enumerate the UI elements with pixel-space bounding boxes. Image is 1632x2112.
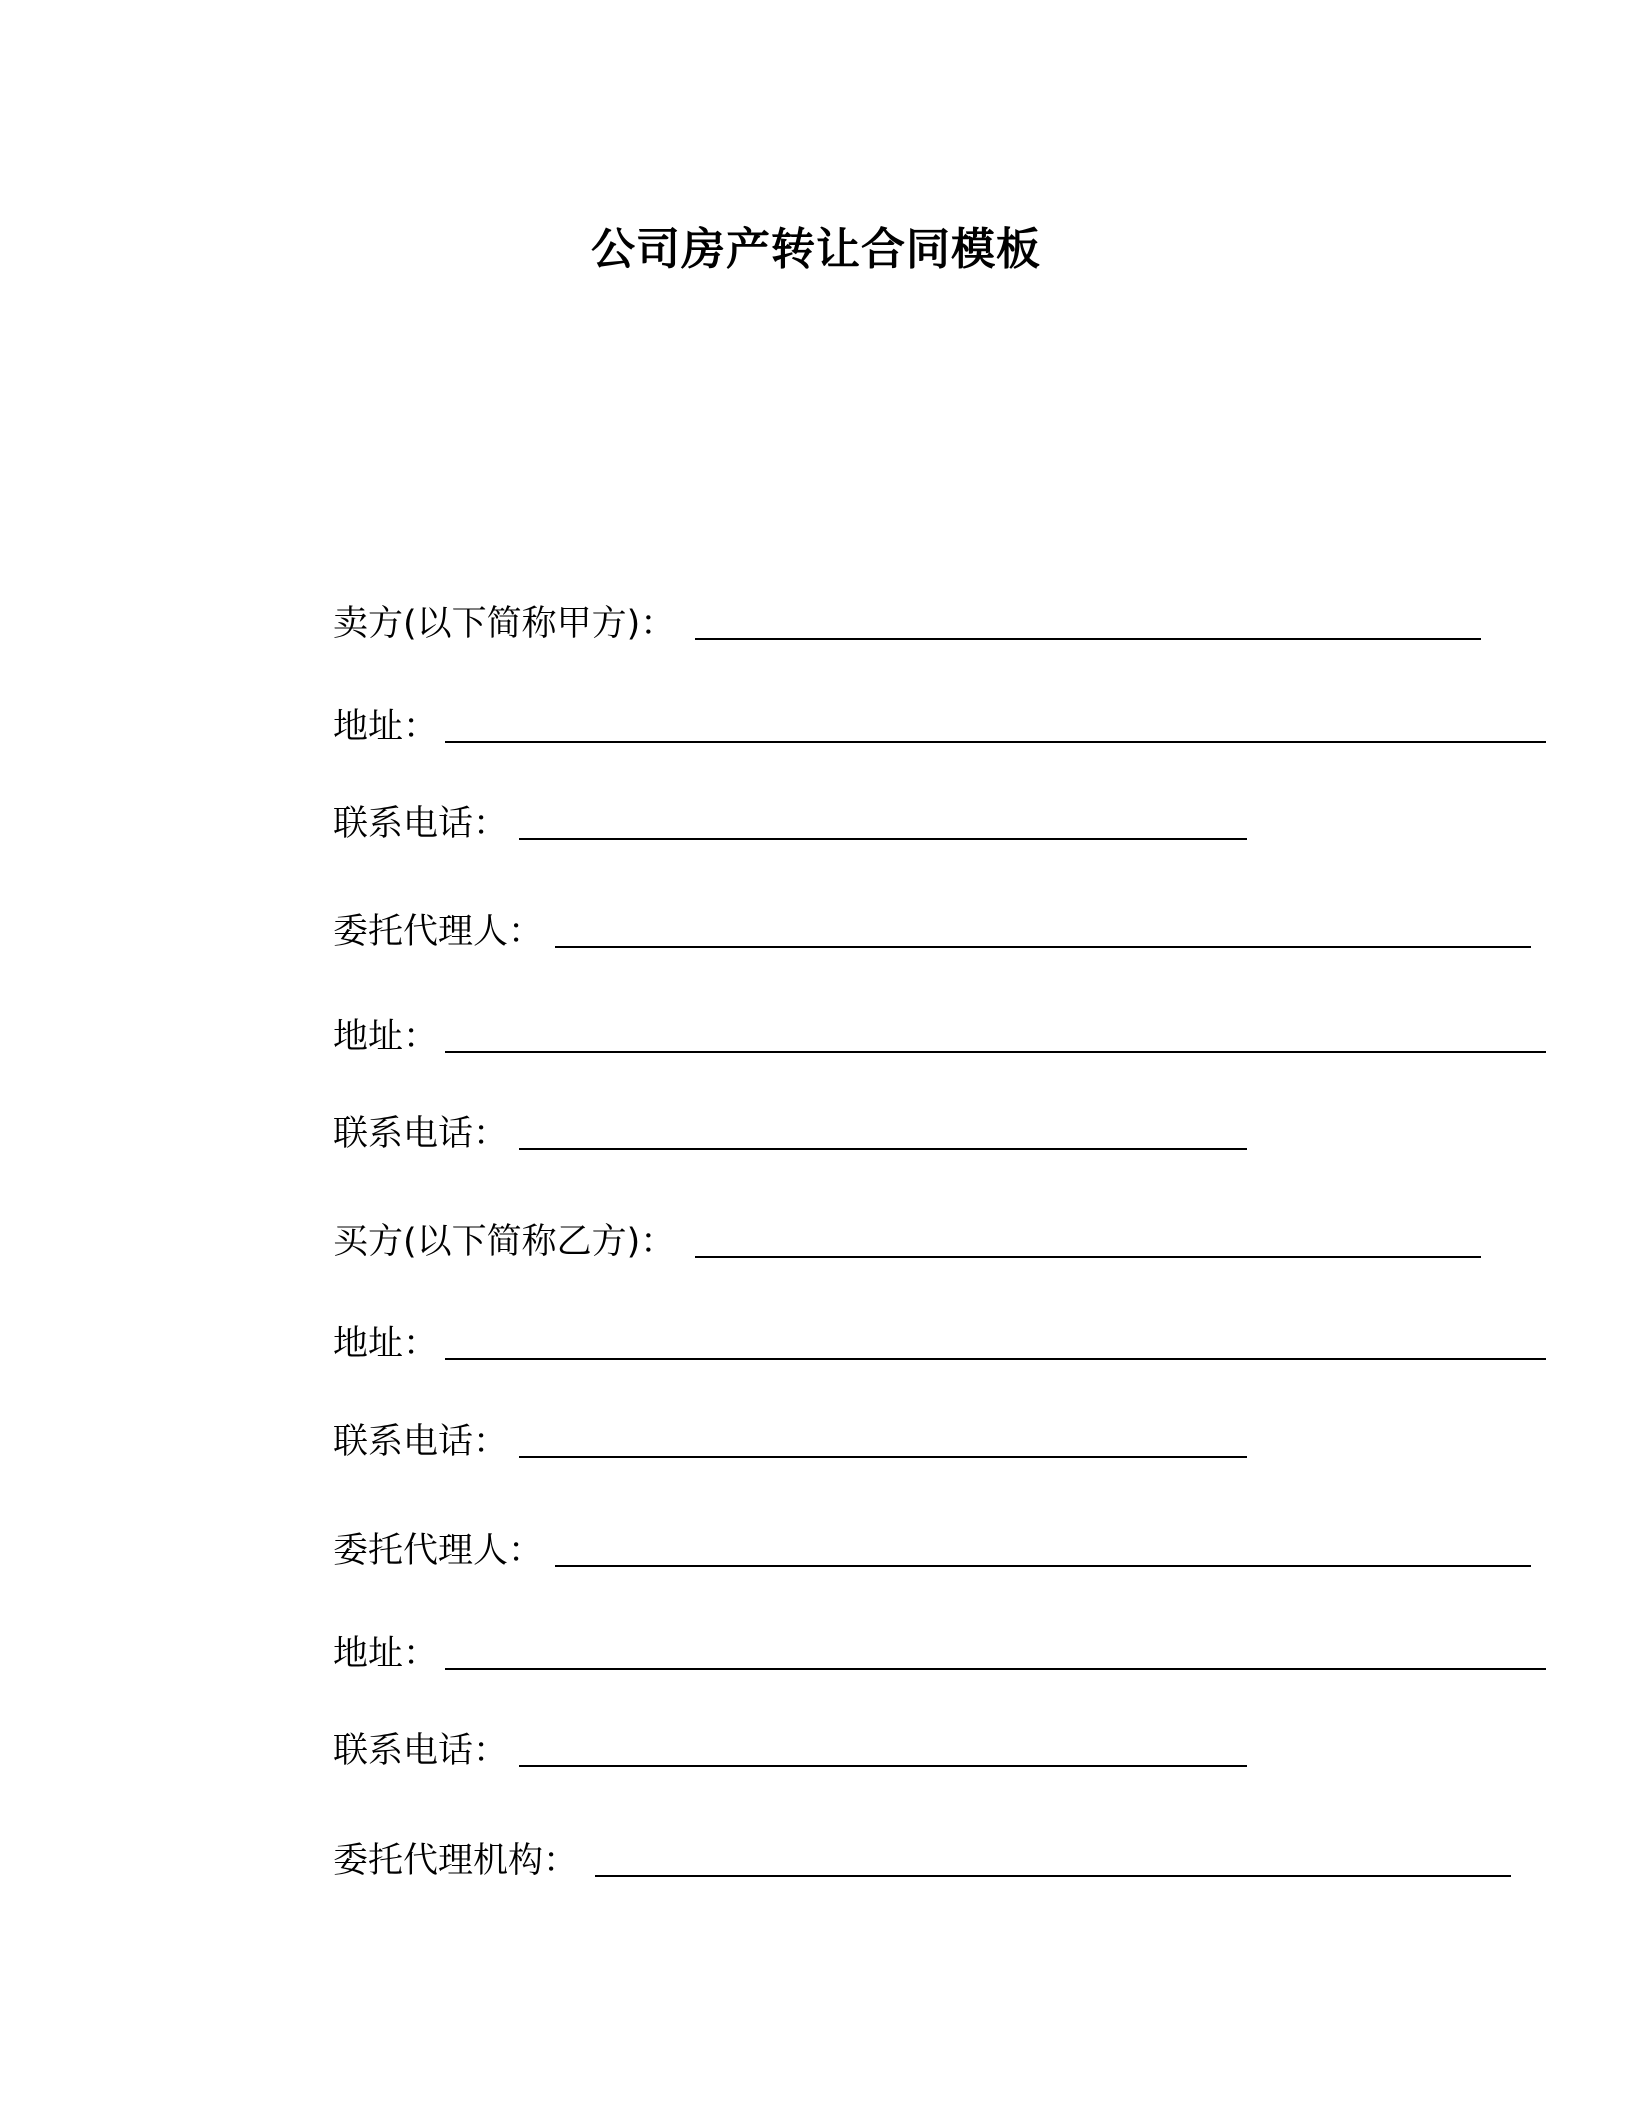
field-label: 委托代理人： <box>333 1531 544 1571</box>
blank-line[interactable] <box>695 638 1481 640</box>
document-title: 公司房产转让合同模板 <box>591 224 1041 275</box>
field-label: 联系电话： <box>333 1114 509 1154</box>
field-label: 委托代理机构： <box>333 1841 579 1881</box>
field-label: 买方(以下简称乙方)： <box>333 1222 676 1262</box>
field-label: 地址： <box>333 707 439 747</box>
field-label: 地址： <box>333 1324 439 1364</box>
field-label: 地址： <box>333 1017 439 1057</box>
blank-line[interactable] <box>695 1256 1481 1258</box>
blank-line[interactable] <box>595 1875 1511 1877</box>
blank-line[interactable] <box>445 1051 1546 1053</box>
field-label: 地址： <box>333 1634 439 1674</box>
field-label: 联系电话： <box>333 804 509 844</box>
field-label: 委托代理人： <box>333 912 544 952</box>
field-label: 联系电话： <box>333 1422 509 1462</box>
blank-line[interactable] <box>445 1668 1546 1670</box>
blank-line[interactable] <box>519 1456 1247 1458</box>
blank-line[interactable] <box>519 1765 1247 1767</box>
blank-line[interactable] <box>445 741 1546 743</box>
field-label: 联系电话： <box>333 1731 509 1771</box>
blank-line[interactable] <box>555 1565 1531 1567</box>
field-label: 卖方(以下简称甲方)： <box>333 604 676 644</box>
blank-line[interactable] <box>519 1148 1247 1150</box>
blank-line[interactable] <box>555 946 1531 948</box>
blank-line[interactable] <box>445 1358 1546 1360</box>
blank-line[interactable] <box>519 838 1247 840</box>
